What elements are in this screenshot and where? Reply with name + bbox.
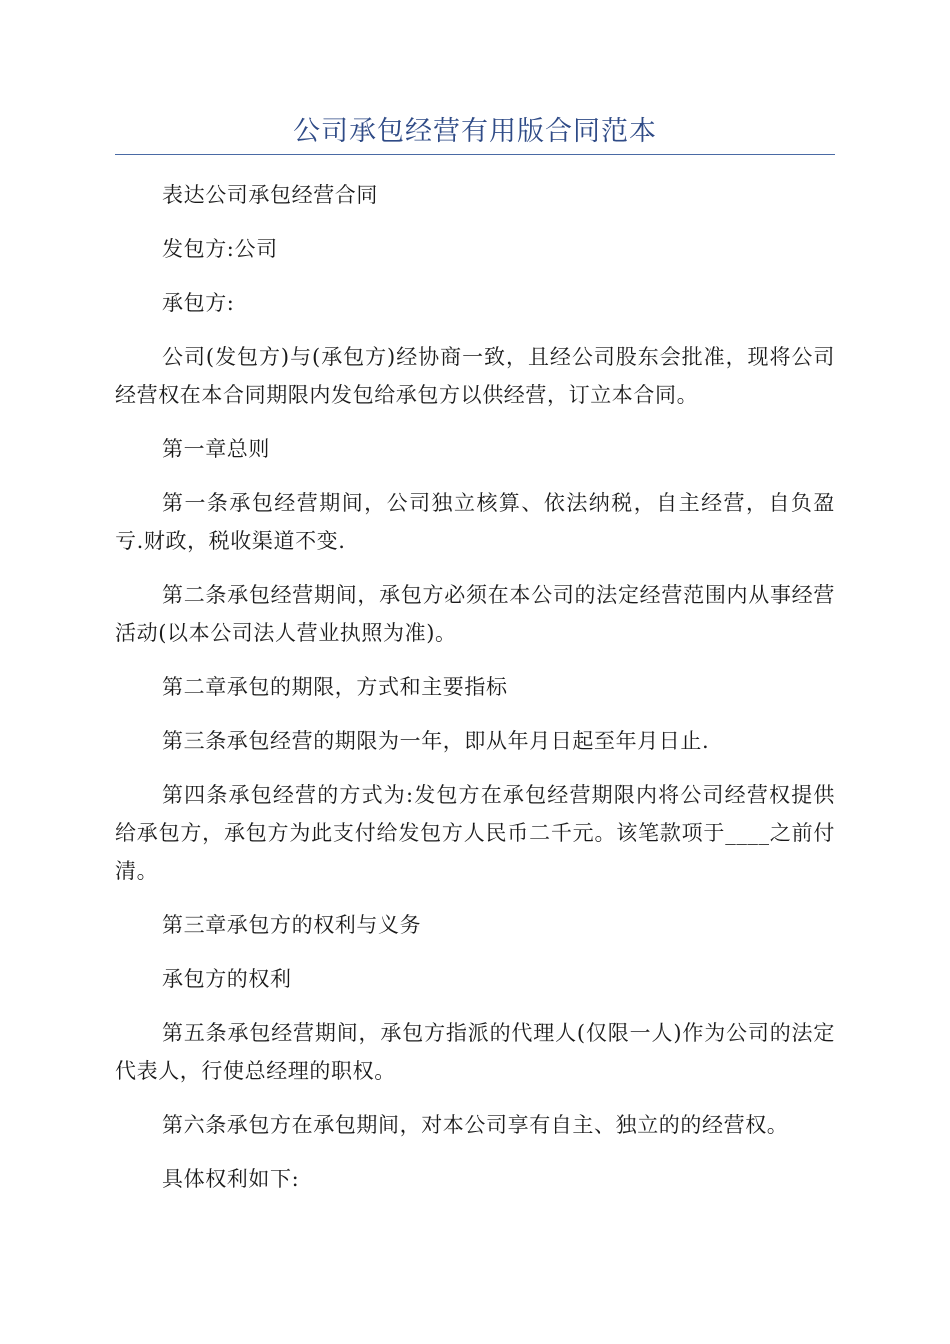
paragraph: 第五条承包经营期间，承包方指派的代理人(仅限一人)作为公司的法定代表人，行使总经理的职权。 xyxy=(115,1021,835,1083)
paragraph: 承包方: xyxy=(162,291,235,315)
paragraph: 第一条承包经营期间，公司独立核算、依法纳税，自主经营，自负盈亏.财政，税收渠道不变. xyxy=(115,491,835,553)
paragraph: 第二章承包的期限，方式和主要指标 xyxy=(162,675,508,699)
paragraph: 第一章总则 xyxy=(162,437,270,461)
document-title: 公司承包经营有用版合同范本 xyxy=(293,116,657,147)
paragraph: 承包方的权利 xyxy=(162,967,292,991)
paragraph: 具体权利如下: xyxy=(162,1167,300,1191)
paragraph: 公司(发包方)与(承包方)经协商一致，且经公司股东会批准，现将公司经营权在本合同期限内发包给承包方以供经营，订立本合同。 xyxy=(115,345,835,407)
paragraph: 第三条承包经营的期限为一年，即从年月日起至年月日止. xyxy=(162,729,710,753)
title-underline xyxy=(115,154,835,155)
paragraph: 发包方:公司 xyxy=(162,237,278,261)
document-body xyxy=(115,176,835,1214)
paragraph: 第三章承包方的权利与义务 xyxy=(162,913,422,937)
paragraph: 第二条承包经营期间，承包方必须在本公司的法定经营范围内从事经营活动(以本公司法人营业执照为准)。 xyxy=(115,583,835,645)
paragraph: 第四条承包经营的方式为:发包方在承包经营期限内将公司经营权提供给承包方，承包方为此支付给发包方人民币二千元。该笔款项于____之前付清。 xyxy=(115,783,835,883)
paragraph: 表达公司承包经营合同 xyxy=(162,183,378,207)
paragraph: 第六条承包方在承包期间，对本公司享有自主、独立的的经营权。 xyxy=(162,1113,789,1137)
